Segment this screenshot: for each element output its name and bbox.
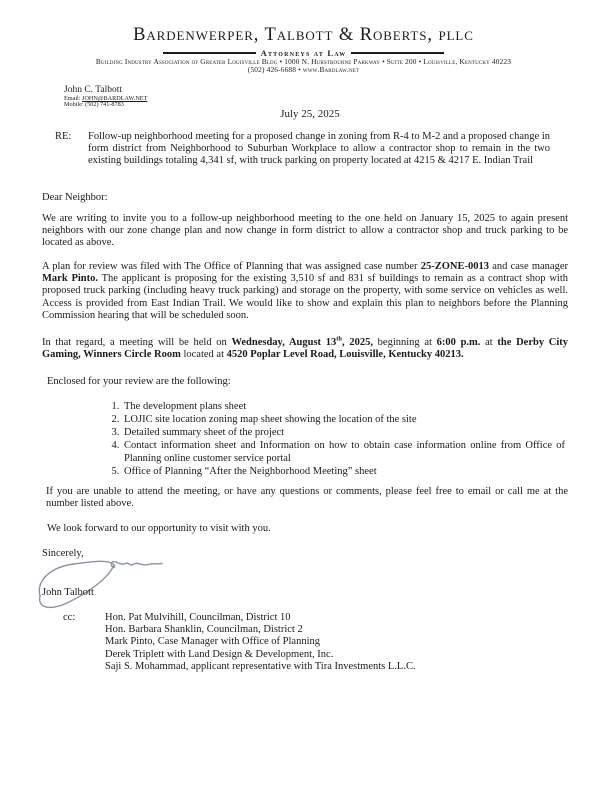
letterhead-address: Building Industry Association of Greater Louisville Bldg • 1000 N. Hurstbourne Parkway • Suite 200 • Louisville, Kentucky 40223 — [95, 56, 512, 66]
cc-entry: Derek Triplett with Land Design & Development, Inc. — [105, 648, 334, 660]
paragraph-plan-filed: A plan for review was filed with The Office of Planning that was assigned case number 25-ZONE-0013 and case manager Mark Pinto. The applicant is proposing for the existing 3,510 sf and 831 sf buildings to remain as a contract shop with proposed truck parking (including heavy truck parking) and storage on the property, with some service on vehicles as well. Access is provided from East Indian Trail. We would like to show and explain this plan to neighbors before the Planning Commission hearing that will be scheduled soon. — [42, 261, 568, 321]
enclosure-item: 3. Detailed summary sheet of the project — [122, 426, 565, 439]
paragraph-look-forward: We look forward to our opportunity to visit with you. — [47, 523, 271, 534]
attorney-contact-block — [64, 86, 147, 109]
closing-sincerely: Sincerely, — [42, 548, 84, 559]
email-link[interactable]: JOHN@BARDLAW.NET — [82, 94, 148, 102]
cc-entry: Saji S. Mohammad, applicant representative with Tira Investments L.L.C. — [105, 660, 416, 672]
re-text: Follow-up neighborhood meeting for a proposed change in zoning from R-4 to M-2 and a proposed change in form district from Neighborhood to Suburban Workplace to allow a contractor shop to remain in the two existing buildings totaling 4,341 sf, with truck parking on property located at 4215 & 4217 E. Indian Trail — [88, 131, 550, 167]
enclosure-list — [103, 400, 565, 478]
paragraph-unable-to-attend: If you are unable to attend the meeting, or have any questions or comments, please feel free to email or call me at the number listed above. — [46, 486, 568, 510]
attorney-name: John C. Talbott — [64, 85, 123, 95]
enclosure-item: 4. Contact information sheet and Information on how to obtain case information online from Office of Planning online customer service portal — [122, 439, 565, 465]
mobile-label: Mobile: — [64, 101, 86, 109]
cc-entry: Hon. Barbara Shanklin, Councilman, District 2 — [105, 624, 303, 636]
paragraph-meeting-details: In that regard, a meeting will be held on Wednesday, August 13th, 2025, beginning at 6:00 p.m. at the Derby City Gaming, Winners Circle Room located at 4520 Poplar Level Road, Louisville, Kentucky 40213. — [42, 335, 569, 361]
salutation: Dear Neighbor: — [42, 192, 108, 203]
signer-name: John Talbott — [42, 587, 94, 598]
firm-name: Bardenwerper, Talbott & Roberts, pllc — [133, 25, 474, 45]
cc-entry: Hon. Pat Mulvihill, Councilman, District 10 — [105, 612, 291, 623]
letterhead-phone: (502) 426-6688 • www.Bardlaw.net — [247, 64, 360, 74]
letter-date: July 25, 2025 — [280, 108, 340, 120]
mobile-number: (502) 741-8783 — [85, 101, 124, 109]
paragraph-invite: We are writing to invite you to a follow-up neighborhood meeting to the one held on January 15, 2025 to again present neighbors with our zone change plan and now change in form district to allow a contractor shop and truck parking to be located as above. — [42, 213, 568, 249]
enclosure-item: 5. Office of Planning “After the Neighborhood Meeting” sheet — [122, 465, 565, 478]
signature-scribble — [36, 554, 166, 612]
re-label: RE: — [55, 131, 72, 142]
cc-label: cc: — [63, 612, 76, 623]
enclosure-item: 2. LOJIC site location zoning map sheet showing the location of the site — [122, 413, 565, 426]
tagline-rule-right — [351, 52, 444, 54]
tagline-rule-left — [163, 52, 256, 54]
enclosed-intro: Enclosed for your review are the following: — [47, 376, 231, 387]
cc-entries — [105, 612, 416, 673]
enclosure-item: 1. The development plans sheet — [122, 400, 565, 413]
cc-entry: Mark Pinto, Case Manager with Office of Planning — [105, 636, 321, 648]
tagline-text: Attorneys at Law — [260, 48, 347, 58]
email-label: Email: — [64, 94, 83, 102]
